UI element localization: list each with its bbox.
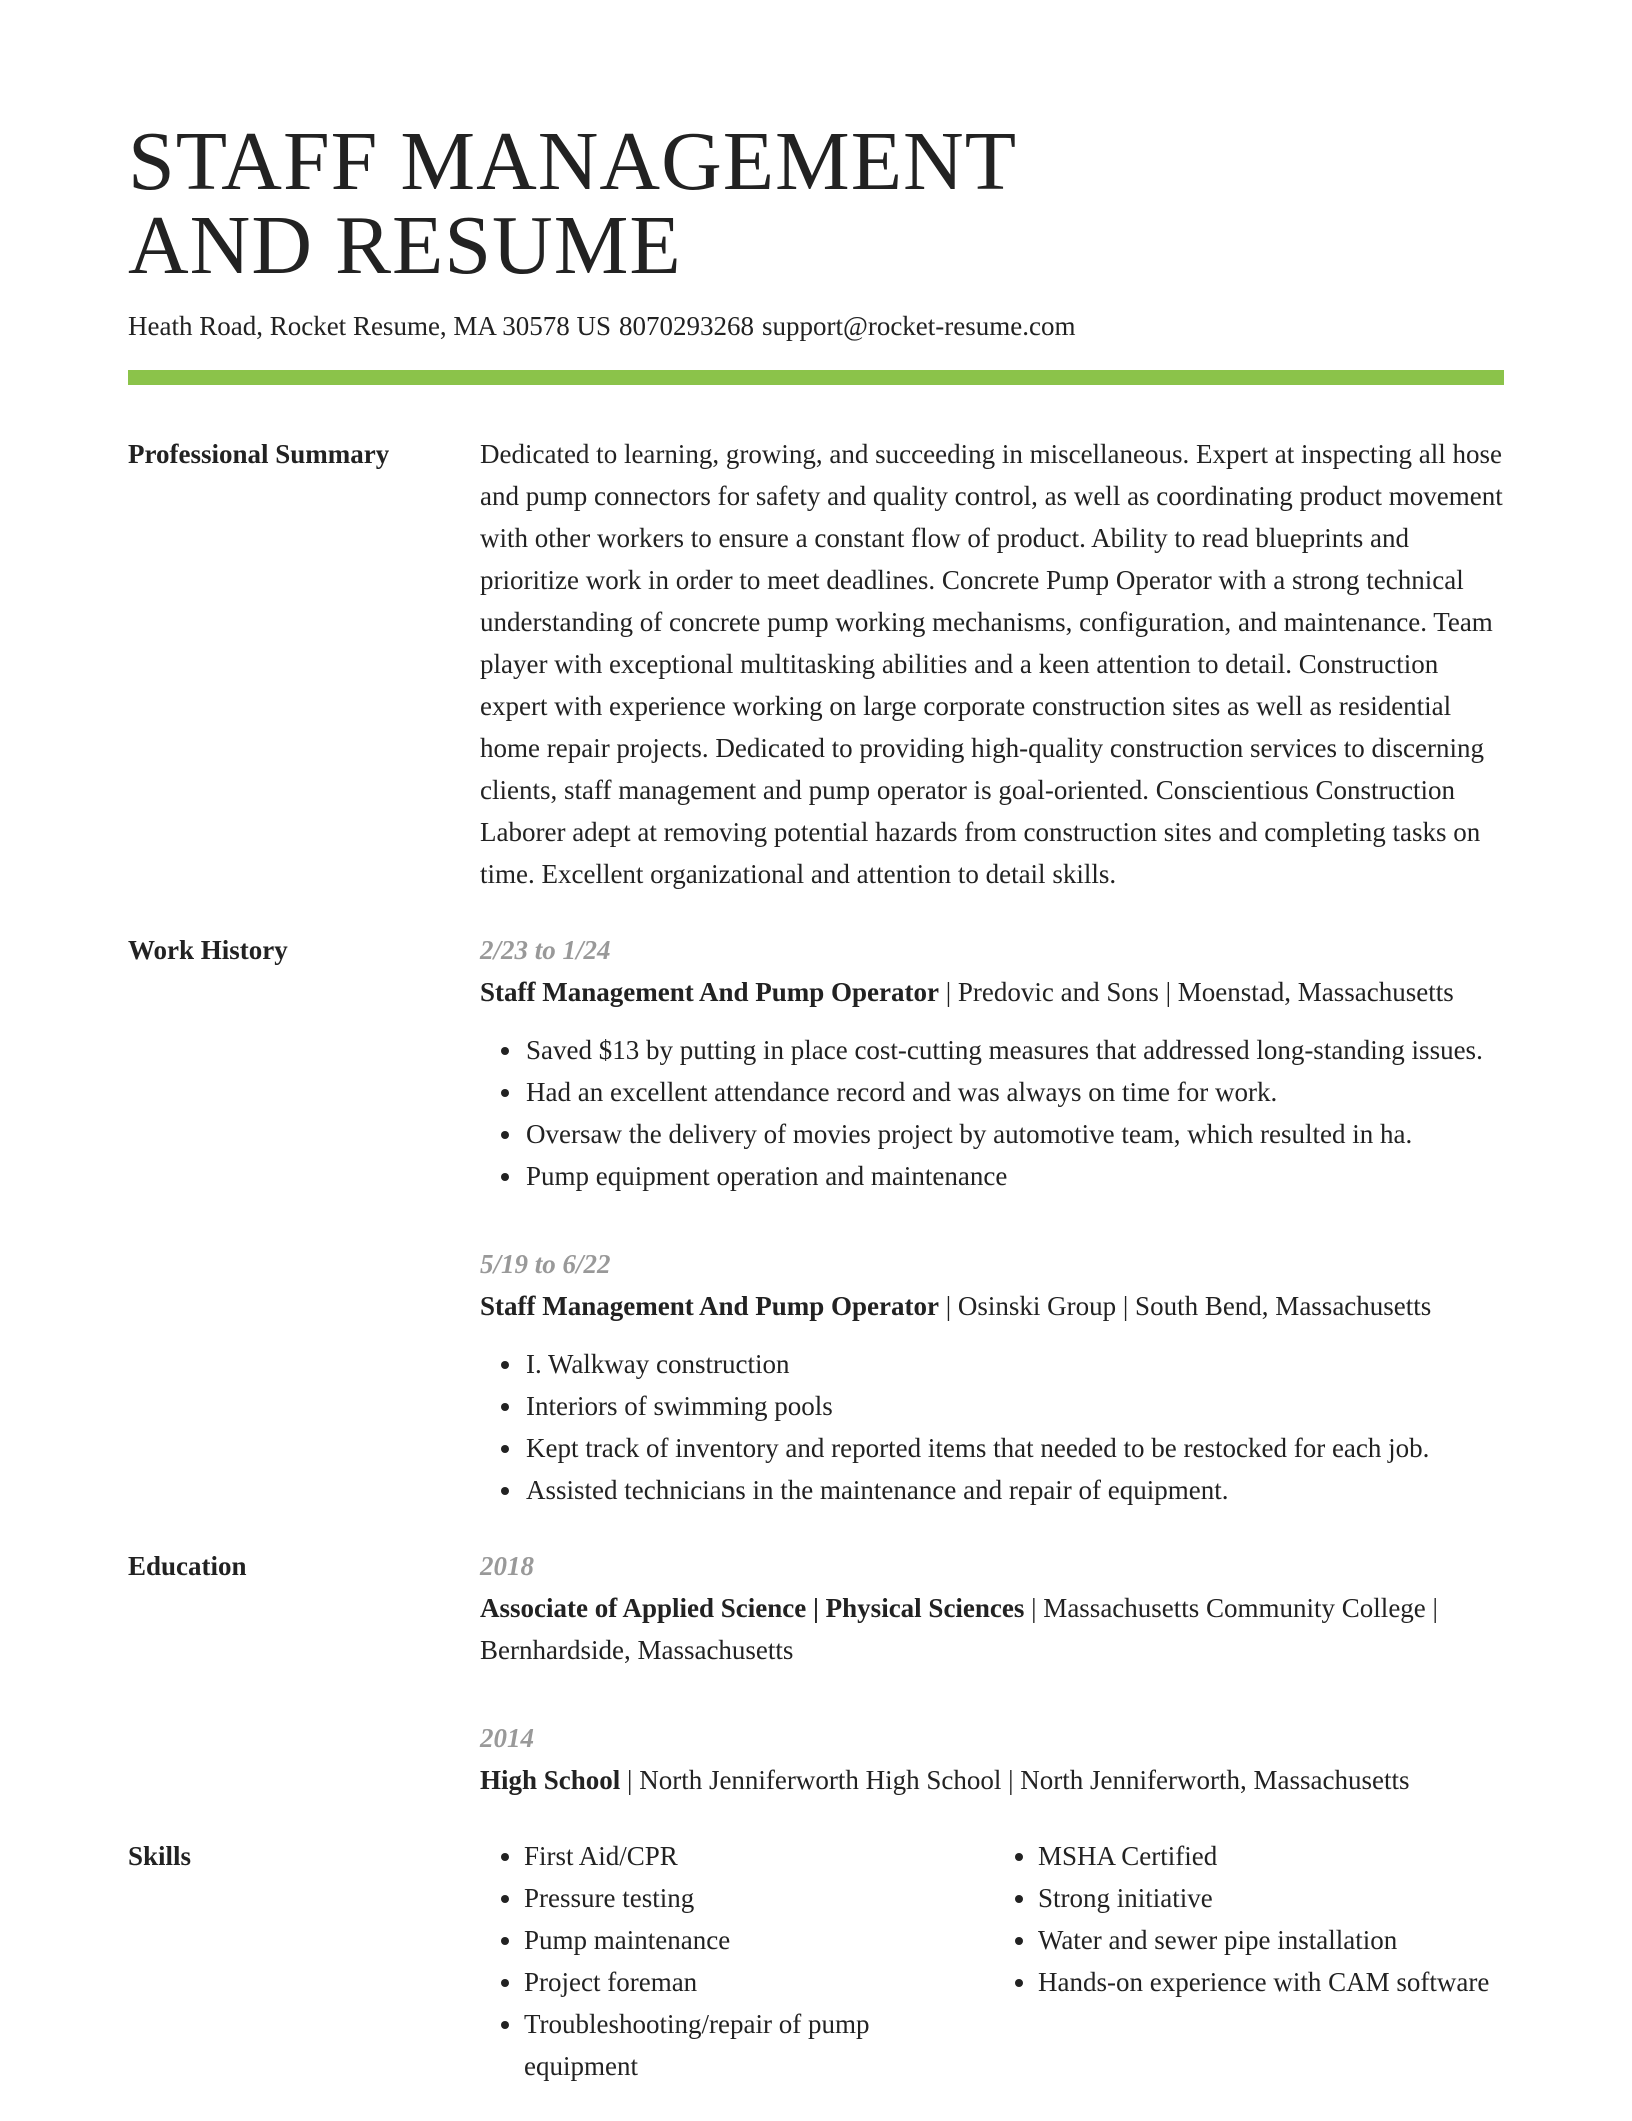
skill-item: • Troubleshooting/repair of pump equipment — [524, 2003, 984, 2087]
skill-item: • Pressure testing — [524, 1877, 984, 1919]
job-title: Staff Management And Pump Operator — [480, 977, 939, 1007]
skill-item: • MSHA Certified — [1038, 1835, 1498, 1877]
contact-phone: 8070293268 — [618, 311, 754, 341]
contact-email: support@rocket-resume.com — [761, 311, 1076, 341]
education-degree: High School — [480, 1765, 621, 1795]
job-dates: 5/19 to 6/22 — [480, 1249, 611, 1279]
section-heading-skills: Skills — [128, 1841, 192, 1871]
job-bullet: • Had an excellent attendance record and was always on time for work. — [524, 1071, 1504, 1113]
education-year: 2014 — [480, 1723, 534, 1753]
job-bullet: • Kept track of inventory and reported items that needed to be restocked for each job. — [524, 1427, 1504, 1469]
skill-item: • Strong initiative — [1038, 1877, 1498, 1919]
education-degree: Associate of Applied Science | Physical Sciences — [480, 1593, 1025, 1623]
skill-item: • Pump maintenance — [524, 1919, 984, 1961]
job-details: | Predovic and Sons | Moenstad, Massachusetts — [938, 977, 1454, 1007]
section-heading-work-history: Work History — [128, 935, 288, 965]
resume-name-line1: STAFF MANAGEMENT — [128, 115, 1018, 208]
skills-list-left — [480, 1835, 984, 2087]
education-entry — [480, 1545, 1504, 1671]
resume-name — [128, 115, 1228, 292]
education-details: | North Jenniferworth High School | North Jenniferworth, Massachusetts — [620, 1765, 1410, 1795]
job-bullets — [480, 1343, 1504, 1511]
education-heading — [480, 1759, 1504, 1801]
resume-header — [128, 115, 1504, 344]
section-heading-summary: Professional Summary — [128, 439, 390, 469]
job-bullet: • Interiors of swimming pools — [524, 1385, 1504, 1427]
skill-item: • Project foreman — [524, 1961, 984, 2003]
job-bullet: • I. Walkway construction — [524, 1343, 1504, 1385]
education-year: 2018 — [480, 1551, 534, 1581]
summary-section — [128, 433, 1504, 895]
section-heading-education: Education — [128, 1551, 247, 1581]
education-heading — [480, 1587, 1504, 1671]
summary-text: Dedicated to learning, growing, and succeeding in miscellaneous. Expert at inspecting all hose and pump connectors for safety and quality control, as well as coordinating product movement with other workers to ensure a constant flow of product. Ability to read blueprints and prioritize work in order to meet deadlines. Concrete Pump Operator with a strong technical understanding of concrete pump working mechanisms, configuration, and maintenance. Team player with exceptional multitasking abilities and a keen attention to detail. Construction expert with experience working on large corporate construction sites as well as residential home repair projects. Dedicated to providing high-quality construction services to discerning clients, staff management and pump operator is goal-oriented. Conscientious Construction Laborer adept at removing potential hazards from construction sites and completing tasks on time. Excellent organizational and attention to detail skills. — [480, 439, 1503, 889]
education-entry — [480, 1717, 1504, 1801]
header-divider — [128, 370, 1504, 385]
skill-item: • First Aid/CPR — [524, 1835, 984, 1877]
job-entry — [480, 929, 1504, 1197]
job-bullet: • Oversaw the delivery of movies project by automotive team, which resulted in ha. — [524, 1113, 1504, 1155]
job-heading — [480, 971, 1504, 1013]
skills-section — [128, 1835, 1504, 2087]
job-title: Staff Management And Pump Operator — [480, 1291, 939, 1321]
work-history-section — [128, 929, 1504, 1511]
skill-item: • Hands-on experience with CAM software — [1038, 1961, 1498, 2003]
job-bullet: • Pump equipment operation and maintenance — [524, 1155, 1504, 1197]
contact-address: Heath Road, Rocket Resume, MA 30578 US — [128, 311, 611, 341]
skills-columns — [480, 1835, 1504, 2087]
job-bullets — [480, 1029, 1504, 1197]
job-entry — [480, 1243, 1504, 1511]
job-bullet: • Assisted technicians in the maintenance and repair of equipment. — [524, 1469, 1504, 1511]
skill-item: • Water and sewer pipe installation — [1038, 1919, 1498, 1961]
resume-sections — [128, 433, 1504, 2121]
skills-list-right — [994, 1835, 1498, 2087]
education-details: | Massachusetts Community College | Bernhardside, Massachusetts — [480, 1593, 1438, 1665]
job-bullet: • Saved $13 by putting in place cost-cutting measures that addressed long-standing issues. — [524, 1029, 1504, 1071]
resume-name-line2: AND RESUME — [128, 199, 682, 292]
job-dates: 2/23 to 1/24 — [480, 935, 611, 965]
job-details: | Osinski Group | South Bend, Massachusetts — [938, 1291, 1432, 1321]
job-heading — [480, 1285, 1504, 1327]
education-section — [128, 1545, 1504, 1801]
contact-line — [128, 308, 1504, 344]
